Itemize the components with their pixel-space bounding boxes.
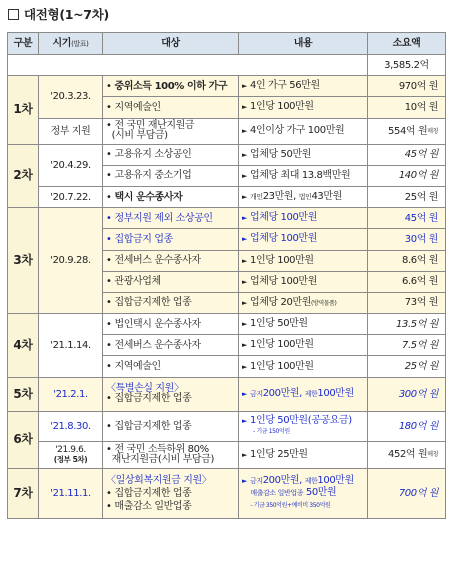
table-row	[8, 208, 446, 229]
target-cell: • 택시 운수종사자	[103, 186, 239, 207]
target-cell: • 지역예술인	[103, 356, 239, 377]
cost-cell: 45억 원	[368, 208, 446, 229]
target-cell: 〈일상회복지원금 지원〉 • 집합금지제한 업종 • 매출감소 일반업종	[103, 468, 239, 518]
round-label: 3차	[8, 208, 39, 314]
bullet-icon: •	[106, 339, 112, 351]
round-label: 5차	[8, 377, 39, 411]
triangle-icon: ►	[242, 476, 247, 485]
content-cell: ► 업체당 50만원	[239, 144, 368, 165]
bullet-icon: •	[106, 120, 112, 132]
triangle-icon: ►	[242, 277, 247, 286]
date-cell: '21.1.14.	[39, 314, 103, 378]
bullet-icon: •	[106, 149, 112, 161]
content-cell: ► 1인당 100만원	[239, 356, 368, 377]
table-row	[8, 411, 446, 441]
content-cell: ► 1인당 100만원	[239, 97, 368, 118]
bullet-icon: •	[106, 276, 112, 288]
date-cell: '21.8.30.	[39, 411, 103, 441]
round-label: 4차	[8, 314, 39, 378]
cost-cell: 700억 원	[368, 468, 446, 518]
target-cell: • 고용유지 중소기업	[103, 165, 239, 186]
target-cell: • 지역예술인	[103, 97, 239, 118]
bullet-icon: •	[106, 420, 112, 432]
triangle-icon: ►	[242, 341, 247, 350]
date-cell: 정부 지원	[39, 118, 103, 144]
content-cell: ► 업체당 20만원(방역물품)	[239, 292, 368, 313]
triangle-icon: ►	[242, 103, 247, 112]
checkbox-square-icon	[8, 9, 19, 20]
triangle-icon: ►	[242, 214, 247, 223]
triangle-icon: ►	[242, 320, 247, 329]
bullet-icon: •	[106, 318, 112, 330]
bullet-icon: •	[106, 487, 112, 499]
target-cell: 〈특별손실 지원〉 • 집합금지제한 업종	[103, 377, 239, 411]
relief-fund-table	[7, 32, 446, 519]
date-cell: '21.2.1.	[39, 377, 103, 411]
content-cell: ► 금지200만원, 제한100만원 매출감소 일반업종 50만원 - 기금 350억원+예비비 350억원	[239, 468, 368, 518]
triangle-icon: ►	[242, 235, 247, 244]
table-header-row	[8, 33, 446, 55]
triangle-icon: ►	[242, 193, 247, 202]
content-cell: ► 업체당 100만원	[239, 271, 368, 292]
table-row	[8, 76, 446, 97]
target-cell: • 전 국민 소득하위 80% 재난지원금(시비 부담금)	[103, 441, 239, 468]
date-cell: '21.9.6. (정부 5차)	[39, 441, 103, 468]
table-row	[8, 377, 446, 411]
round-label: 7차	[8, 468, 39, 518]
triangle-icon: ►	[242, 256, 247, 265]
bullet-icon: •	[106, 212, 112, 224]
target-cell: • 전 국민 재난지원금 (시비 부담금)	[103, 118, 239, 144]
bullet-icon: •	[106, 80, 112, 92]
cost-cell: 452억 원$^{매칭}$	[368, 441, 446, 468]
cost-cell: 180억 원	[368, 411, 446, 441]
cost-cell: 7.5억 원	[368, 335, 446, 356]
round-label: 6차	[8, 411, 39, 468]
content-cell: ► 업체당 100만원	[239, 208, 368, 229]
date-cell: '21.11.1.	[39, 468, 103, 518]
cost-cell: 25억 원	[368, 186, 446, 207]
triangle-icon: ►	[242, 150, 247, 159]
triangle-icon: ►	[242, 82, 247, 91]
header-date: 시기(발표)	[39, 33, 103, 55]
table-row	[8, 468, 446, 518]
content-cell: ► 4인이상 가구 100만원	[239, 118, 368, 144]
bullet-icon: •	[106, 170, 112, 182]
header-cost: 소요액	[368, 33, 446, 55]
total-row	[8, 55, 446, 76]
triangle-icon: ►	[242, 298, 247, 307]
round-label: 1차	[8, 76, 39, 144]
target-cell: • 집합금지제한 업종	[103, 292, 239, 313]
bullet-icon: •	[106, 255, 112, 267]
cost-cell: 30억 원	[368, 229, 446, 250]
bullet-icon: •	[106, 297, 112, 309]
bullet-icon: •	[106, 191, 112, 203]
cost-cell: 300억 원	[368, 377, 446, 411]
content-cell: ► 1인당 100만원	[239, 335, 368, 356]
triangle-icon: ►	[242, 416, 247, 425]
date-cell: '20.7.22.	[39, 186, 103, 207]
section-title	[8, 5, 109, 23]
content-cell: ► 1인당 50만원	[239, 314, 368, 335]
content-cell: ► 1인당 100만원	[239, 250, 368, 271]
target-cell: • 집합금지제한 업종	[103, 411, 239, 441]
bullet-icon: •	[106, 233, 112, 245]
content-cell: ► 개인23만원, 법인43만원	[239, 186, 368, 207]
content-cell: ► 금지200만원, 제한100만원	[239, 377, 368, 411]
bullet-icon: •	[106, 393, 112, 405]
target-cell: • 전세버스 운수종사자	[103, 250, 239, 271]
bullet-icon: •	[106, 443, 112, 455]
content-cell: ► 4인 가구 56만원	[239, 76, 368, 97]
bullet-icon: •	[106, 101, 112, 113]
cost-cell: 6.6억 원	[368, 271, 446, 292]
bullet-icon: •	[106, 361, 112, 373]
header-target: 대상	[103, 33, 239, 55]
triangle-icon: ►	[242, 127, 247, 136]
target-cell: • 전세버스 운수종사자	[103, 335, 239, 356]
table-row	[8, 186, 446, 207]
cost-cell: 970억 원	[368, 76, 446, 97]
cost-cell: 45억 원	[368, 144, 446, 165]
target-cell: • 집합금지 업종	[103, 229, 239, 250]
cost-cell: 140억 원	[368, 165, 446, 186]
table-row	[8, 118, 446, 144]
section-title-text: 대전형(1~7차)	[24, 7, 109, 22]
content-cell: ► 업체당 최대 13.8백만원	[239, 165, 368, 186]
content-cell: ► 1인당 50만원(공공요금) - 기금 150억원	[239, 411, 368, 441]
header-round: 구분	[8, 33, 39, 55]
cost-cell: 554억 원$^{매칭}$	[368, 118, 446, 144]
target-cell: • 관광사업체	[103, 271, 239, 292]
date-cell: '20.4.29.	[39, 144, 103, 186]
target-cell: • 고용유지 소상공인	[103, 144, 239, 165]
bullet-icon: •	[106, 500, 112, 512]
target-cell: • 중위소득 100% 이하 가구	[103, 76, 239, 97]
table-row	[8, 144, 446, 165]
triangle-icon: ►	[242, 450, 247, 459]
target-cell: • 법인택시 운수종사자	[103, 314, 239, 335]
cost-cell: 10억 원	[368, 97, 446, 118]
date-cell: '20.3.23.	[39, 76, 103, 118]
triangle-icon: ►	[242, 390, 247, 399]
triangle-icon: ►	[242, 362, 247, 371]
round-label: 2차	[8, 144, 39, 208]
table-row	[8, 441, 446, 468]
target-cell: • 정부지원 제외 소상공인	[103, 208, 239, 229]
triangle-icon: ►	[242, 171, 247, 180]
cost-cell: 8.6억 원	[368, 250, 446, 271]
header-content: 내용	[239, 33, 368, 55]
cost-cell: 73억 원	[368, 292, 446, 313]
content-cell: ► 업체당 100만원	[239, 229, 368, 250]
table-row	[8, 314, 446, 335]
total-cost: 3,585.2억	[368, 55, 446, 76]
date-cell: '20.9.28.	[39, 208, 103, 314]
cost-cell: 13.5억 원	[368, 314, 446, 335]
cost-cell: 25억 원	[368, 356, 446, 377]
content-cell: ► 1인당 25만원	[239, 441, 368, 468]
